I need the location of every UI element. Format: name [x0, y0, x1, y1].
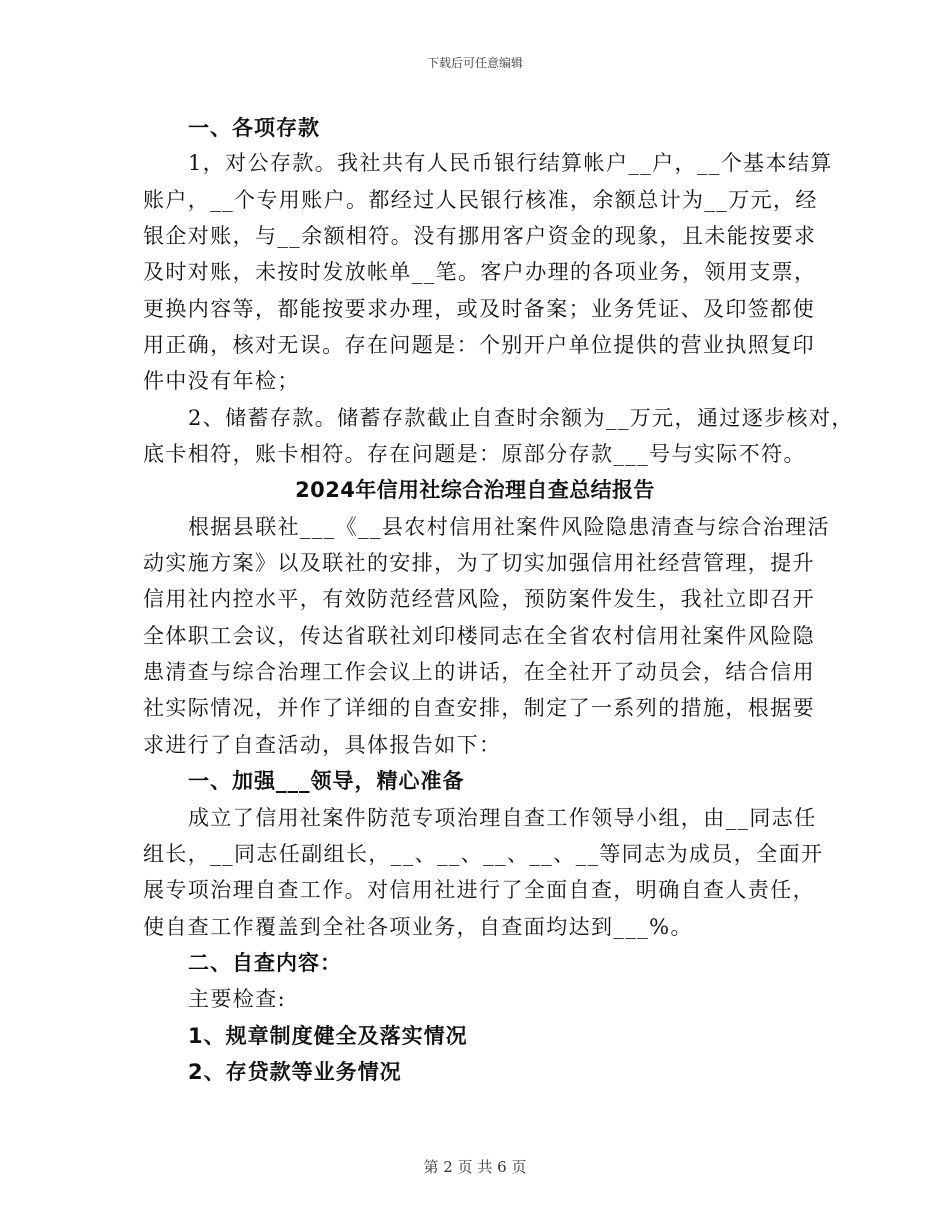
paragraph-line: 件中没有年检；	[143, 369, 300, 393]
page-header-note: 下载后可任意编辑	[426, 56, 523, 70]
paragraph-line: 求进行了自查活动，具体报告如下：	[143, 733, 502, 757]
page-number: 第 2 页 共 6 页	[423, 1158, 527, 1176]
document-title: 2024年信用社综合治理自查总结报告	[295, 478, 655, 502]
paragraph-line: 账户，__个专用账户。都经过人民银行核准，余额总计为__万元，经	[143, 188, 818, 212]
paragraph-line: 1，对公存款。我社共有人民币银行结算帐户__户，__个基本结算	[188, 151, 833, 175]
paragraph-line: 根据县联社___《__县农村信用社案件风险隐患清查与综合治理活	[188, 515, 830, 539]
paragraph-line: 组长，__同志任副组长，__、__、__、__、__等同志为成员，全面开	[143, 842, 824, 866]
paragraph-line: 展专项治理自查工作。对信用社进行了全面自查，明确自查人责任，	[143, 878, 815, 902]
paragraph-line: 2、储蓄存款。储蓄存款截止自查时余额为__万元，通过逐步核对，	[188, 406, 854, 430]
paragraph-line: 患清查与综合治理工作会议上的讲话，在全社开了动员会，结合信用	[143, 660, 815, 684]
list-item-rules: 1、规章制度健全及落实情况	[188, 1024, 468, 1048]
paragraph-line: 使自查工作覆盖到全社各项业务，自查面均达到___%。	[143, 915, 693, 939]
section-heading-content: 二、自查内容：	[188, 951, 342, 975]
paragraph-line: 银企对账，与__余额相符。没有挪用客户资金的现象，且未能按要求	[143, 224, 817, 248]
paragraph-line: 信用社内控水平，有效防范经营风险，预防案件发生，我社立即召开	[143, 587, 815, 611]
paragraph-line: 用正确，核对无误。存在问题是：个别开户单位提供的营业执照复印	[143, 333, 815, 357]
paragraph-line: 动实施方案》以及联社的安排，为了切实加强信用社经营管理，提升	[143, 551, 815, 575]
paragraph-line: 成立了信用社案件防范专项治理自查工作领导小组，由__同志任	[188, 806, 817, 830]
section-heading-leadership: 一、加强___领导，精心准备	[188, 769, 465, 793]
section-heading-deposits: 一、各项存款	[188, 116, 320, 140]
paragraph-line: 主要检查:	[188, 987, 287, 1011]
paragraph-line: 全体职工会议，传达省联社刘印楼同志在全省农村信用社案件风险隐	[143, 624, 815, 648]
paragraph-line: 更换内容等，都能按要求办理，或及时备案；业务凭证、及印签都使	[143, 297, 815, 321]
paragraph-line: 底卡相符，账卡相符。存在问题是：原部分存款___号与实际不符。	[143, 442, 806, 466]
list-item-deposits-loans: 2、存贷款等业务情况	[188, 1060, 402, 1084]
paragraph-line: 及时对账，未按时发放帐单__笔。客户办理的各项业务，领用支票，	[143, 260, 817, 284]
paragraph-line: 社实际情况，并作了详细的自查安排，制定了一系列的措施，根据要	[143, 696, 815, 720]
